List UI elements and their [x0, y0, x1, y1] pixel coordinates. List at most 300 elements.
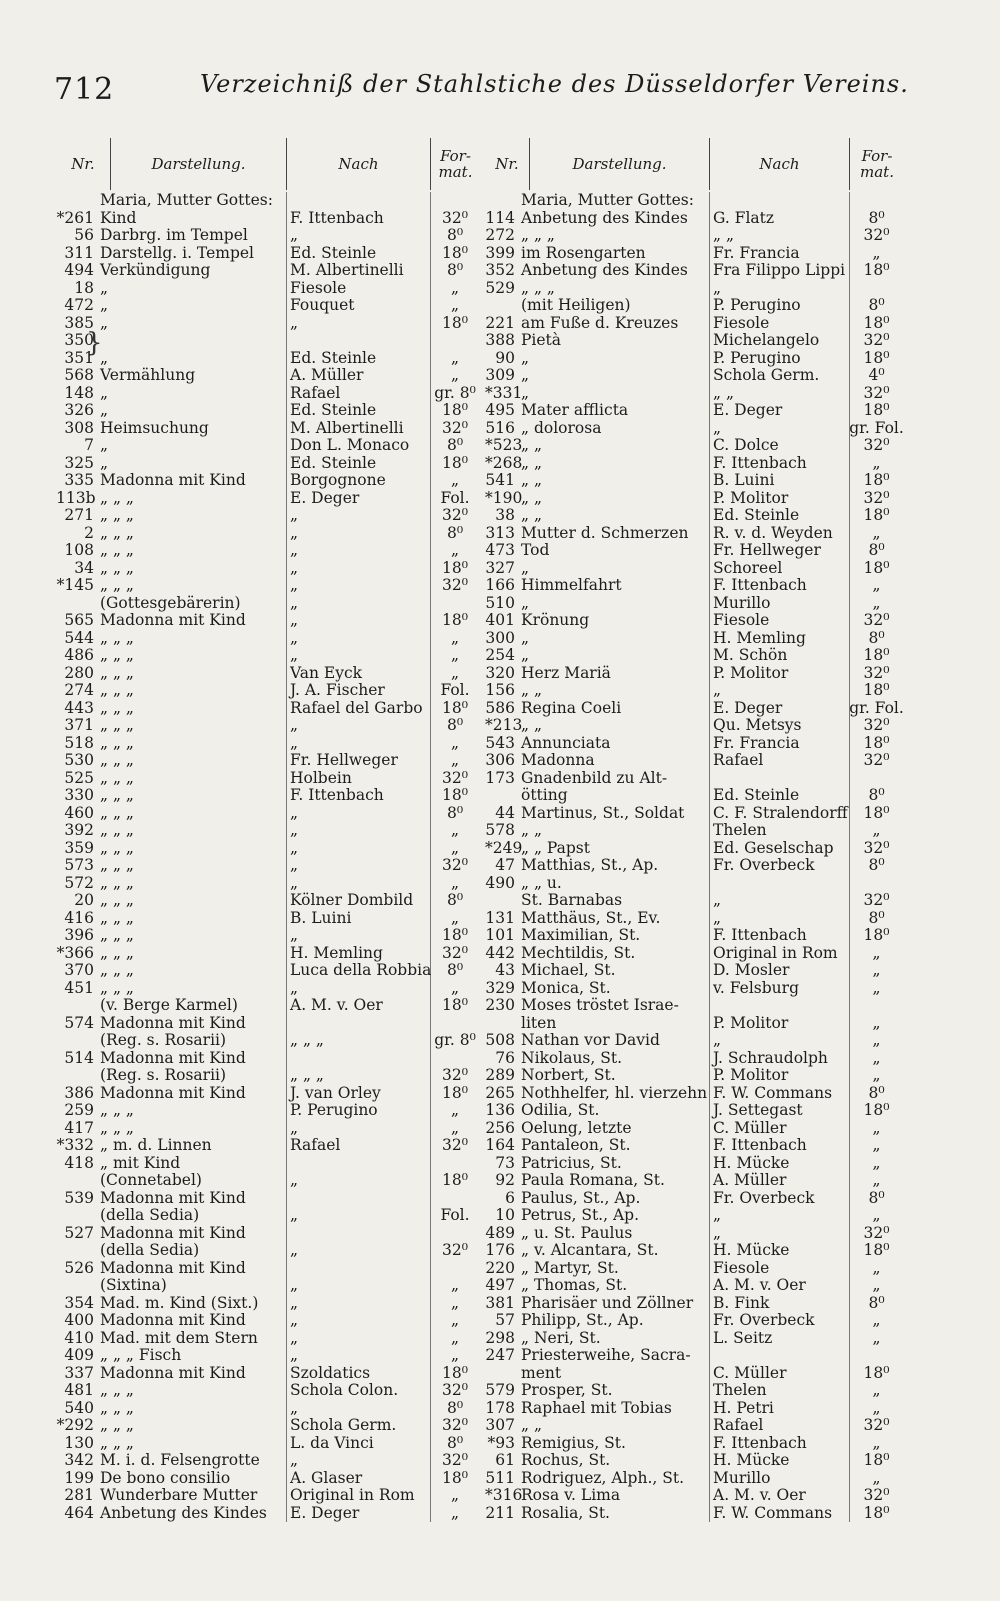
entry-subject: Anbetung des Kindes: [100, 1503, 267, 1522]
entry-format: „: [450, 1486, 460, 1504]
entry-format: 18⁰: [863, 558, 890, 577]
entry-artist: „: [290, 873, 299, 892]
entry-subject: Annunciata: [521, 733, 611, 752]
entry-subject: De bono consilio: [100, 1468, 231, 1487]
entry-nr: 401: [485, 611, 515, 629]
entry-artist: P. Molitor: [713, 488, 789, 507]
entry-nr: 199: [64, 1468, 94, 1487]
entry-subject: „ „: [521, 716, 542, 734]
entry-format: „: [450, 733, 460, 752]
entry-nr: 274: [64, 681, 94, 699]
entry-artist: F. W. Commans: [713, 1083, 833, 1102]
entry-artist: Borgognone: [290, 471, 386, 489]
entry-artist: „: [290, 541, 299, 559]
entry-format: „: [450, 1101, 460, 1119]
entry-subject: Raphael mit Tobias: [521, 1398, 672, 1417]
entry-subject: „ „ „: [100, 1398, 134, 1417]
entry-format: „: [872, 1066, 881, 1084]
entry-artist: Ed. Steinle: [713, 786, 800, 804]
entry-nr: 540: [64, 1398, 94, 1417]
entry-subject: Krönung: [521, 611, 590, 629]
entry-nr: 47: [495, 856, 515, 874]
entry-nr: 2: [84, 523, 94, 542]
entry-format: „: [872, 1048, 881, 1067]
entry-artist: Van Eyck: [290, 663, 363, 682]
entry-format: „: [450, 978, 460, 997]
entry-nr: 586: [485, 698, 515, 717]
entry-subject: am Fuße d. Kreuzes: [521, 313, 679, 332]
entry-nr: 265: [485, 1083, 515, 1102]
entry-artist: E. Deger: [290, 1503, 360, 1522]
entry-artist: M. Albertinelli: [290, 261, 404, 279]
entry-artist: Thelen: [713, 1381, 767, 1399]
entry-subject: „: [521, 366, 530, 384]
entry-subject: „ „ „: [100, 523, 134, 542]
entry-format: 8⁰: [868, 1083, 885, 1102]
entry-subject: „ „ „: [100, 716, 134, 734]
entry-nr: 20: [74, 891, 94, 909]
entry-nr: 494: [64, 261, 94, 279]
entry-nr: 326: [64, 401, 94, 419]
entry-subject: Wunderbare Mutter: [100, 1486, 258, 1504]
entry-nr: 178: [485, 1398, 515, 1417]
entry-nr: 497: [485, 1276, 515, 1294]
entry-artist: C. Müller: [713, 1118, 787, 1137]
entry-artist: Ed. Steinle: [290, 243, 377, 262]
entry-nr: 481: [64, 1381, 94, 1399]
entry-artist: E. Deger: [290, 488, 360, 507]
entry-subject: Vermählung: [100, 366, 196, 384]
entry-nr: 56: [74, 226, 94, 244]
entry-format: 18⁰: [442, 1083, 468, 1102]
entry-subject: Mad. mit dem Stern: [100, 1328, 258, 1347]
entry-artist: Ed. Steinle: [290, 401, 377, 419]
entry-nr: 473: [485, 541, 515, 559]
entry-format: 32⁰: [863, 751, 890, 769]
entry-artist: „: [290, 1171, 299, 1189]
entry-format: „: [872, 453, 881, 472]
entry-subject: Pantaleon, St.: [521, 1136, 631, 1154]
entry-format: 32⁰: [863, 1223, 890, 1242]
entry-format: gr. Fol.: [849, 698, 904, 717]
entry-subject: (Connetabel): [100, 1171, 202, 1189]
entry-subject: „ „ „: [100, 628, 134, 647]
entry-format: „: [872, 821, 881, 839]
entry-artist: A. Müller: [713, 1171, 787, 1189]
entry-subject: Petrus, St., Ap.: [521, 1206, 640, 1224]
entry-subject: „: [100, 453, 109, 472]
entry-nr: 247: [485, 1346, 515, 1364]
entry-subject: Madonna mit Kind: [100, 1013, 246, 1032]
entry-nr: 101: [485, 926, 515, 944]
entry-subject: Rosa v. Lima: [521, 1486, 621, 1504]
entry-artist: „: [290, 978, 299, 997]
entry-nr: 325: [64, 453, 94, 472]
entry-nr: 573: [64, 856, 94, 874]
entry-format: „: [872, 1153, 881, 1172]
entry-nr: 254: [485, 646, 515, 664]
entry-format: Fol.: [440, 681, 470, 699]
entry-subject: „ mit Kind: [100, 1153, 181, 1172]
entry-nr: 176: [485, 1241, 515, 1259]
entry-format: 32⁰: [442, 576, 468, 594]
entry-subject: „ „ „: [100, 803, 134, 822]
entry-artist: „: [290, 558, 299, 577]
entry-artist: A. M. v. Oer: [290, 996, 383, 1014]
entry-nr: 460: [64, 803, 94, 822]
entry-artist: Schola Germ.: [290, 1416, 397, 1434]
entry-format: 18⁰: [442, 926, 468, 944]
entry-nr: 211: [485, 1503, 515, 1522]
entry-artist: P. Perugino: [713, 348, 801, 367]
entry-subject: „ „ „: [100, 541, 134, 559]
entry-artist: „: [290, 226, 299, 244]
entry-subject: Kind: [100, 208, 137, 227]
entry-nr: 385: [64, 313, 94, 332]
entry-subject: „ „: [521, 471, 542, 489]
entry-subject: „ „ „: [100, 838, 134, 857]
entry-nr: 43: [495, 961, 515, 979]
entry-subject: Prosper, St.: [521, 1381, 613, 1399]
entry-subject: Madonna mit Kind: [100, 1223, 246, 1242]
entry-artist: L. da Vinci: [290, 1433, 374, 1452]
entry-subject: „: [521, 383, 530, 402]
entry-artist: Michelangelo: [713, 331, 820, 349]
entry-artist: „: [713, 1223, 722, 1242]
entry-format: „: [872, 1013, 881, 1032]
entry-format: „: [450, 1503, 460, 1522]
entry-subject: Pietà: [521, 331, 562, 349]
entry-subject: ment: [521, 1363, 562, 1382]
entry-artist: „: [290, 523, 299, 542]
entry-artist: Fr. Francia: [713, 733, 800, 752]
entry-format: 32⁰: [442, 856, 468, 874]
entry-subject: Anbetung des Kindes: [521, 261, 688, 279]
entry-nr: 156: [485, 681, 515, 699]
entry-nr: *249: [485, 838, 523, 857]
entry-nr: 148: [64, 383, 94, 402]
entry-nr: 330: [64, 786, 94, 804]
entry-subject: „ „ „: [100, 943, 134, 962]
entry-artist: Fouquet: [290, 296, 355, 314]
entry-subject: „ „ „: [100, 1416, 134, 1434]
entry-artist: „: [290, 1293, 299, 1312]
entry-subject: „: [100, 313, 109, 332]
header-format: For- mat.: [430, 138, 480, 190]
entry-format: „: [450, 1311, 460, 1329]
entry-subject: Odilia, St.: [521, 1101, 600, 1119]
entry-subject: „ „ „: [100, 1381, 134, 1399]
entry-nr: 173: [485, 768, 515, 787]
entry-subject: liten: [521, 1013, 557, 1032]
entry-subject: „ dolorosa: [521, 418, 602, 437]
entry-format: 32⁰: [442, 768, 468, 787]
entry-format: 18⁰: [863, 803, 890, 822]
entry-artist: H. Mücke: [713, 1241, 790, 1259]
entry-format: „: [872, 576, 881, 594]
entry-subject: „ Martyr, St.: [521, 1258, 619, 1277]
entry-nr: 281: [64, 1486, 94, 1504]
entry-subject: Madonna mit Kind: [100, 1311, 246, 1329]
entry-format: 18⁰: [442, 1468, 468, 1487]
entry-artist: E. Deger: [713, 401, 783, 419]
entry-format: „: [450, 646, 460, 664]
entry-format: „: [872, 1206, 881, 1224]
entry-nr: 416: [64, 908, 94, 927]
entry-artist: F. Ittenbach: [713, 926, 807, 944]
entry-subject: „ „ „: [521, 278, 555, 297]
entry-format: „: [450, 471, 460, 489]
entry-nr: 113b: [56, 488, 96, 507]
entry-artist: A. Müller: [290, 366, 364, 384]
entry-artist: Rafael del Garbo: [290, 698, 423, 717]
entry-format: 18⁰: [863, 401, 890, 419]
entry-artist: Luca della Robbia: [290, 961, 432, 979]
entry-subject: (mit Heiligen): [521, 296, 631, 314]
entry-artist: „: [290, 576, 299, 594]
entry-subject: (Sixtina): [100, 1276, 167, 1294]
entry-subject: „ „ „: [100, 646, 134, 664]
entry-nr: 61: [495, 1451, 515, 1469]
entry-subject: Philipp, St., Ap.: [521, 1311, 644, 1329]
entry-format: 18⁰: [863, 646, 890, 664]
entry-subject: „ „ „: [100, 926, 134, 944]
entry-artist: „ „ „: [290, 1031, 324, 1049]
entry-subject: „: [521, 593, 530, 612]
entry-subject: (Reg. s. Rosarii): [100, 1066, 227, 1084]
entry-artist: „: [290, 856, 299, 874]
entry-artist: „: [290, 821, 299, 839]
entry-nr: 514: [64, 1048, 94, 1067]
entry-format: 18⁰: [863, 261, 890, 279]
entry-subject: „ „ „: [521, 226, 555, 244]
entry-format: 8⁰: [868, 1188, 885, 1207]
entry-nr: 565: [64, 611, 94, 629]
entry-artist: R. v. d. Weyden: [713, 523, 833, 542]
entry-artist: „ „ „: [290, 1066, 324, 1084]
entry-subject: „ „ „: [100, 873, 134, 892]
entry-nr: 386: [64, 1083, 94, 1102]
entry-subject: Madonna mit Kind: [100, 1083, 246, 1102]
entry-nr: 486: [64, 646, 94, 664]
entry-artist: Don L. Monaco: [290, 436, 410, 454]
entry-nr: 259: [64, 1101, 94, 1119]
entry-subject: Rodriguez, Alph., St.: [521, 1468, 684, 1487]
entry-artist: „: [713, 418, 722, 437]
entry-subject: „ „ „: [100, 1433, 134, 1452]
entry-artist: Ed. Steinle: [713, 506, 800, 524]
entry-subject: Norbert, St.: [521, 1066, 616, 1084]
entry-nr: 530: [64, 751, 94, 769]
entry-nr: 516: [485, 418, 515, 437]
entry-format: 32⁰: [442, 943, 468, 962]
entry-format: 18⁰: [442, 453, 468, 472]
entry-nr: 508: [485, 1031, 515, 1049]
entry-subject: „: [521, 628, 530, 647]
entry-nr: *523: [485, 436, 523, 454]
entry-format: „: [450, 366, 460, 384]
entry-subject: Darbrg. im Tempel: [100, 226, 248, 244]
entry-artist: „: [290, 1206, 299, 1224]
entry-subject: „ „ „: [100, 821, 134, 839]
page-number: 712: [54, 72, 115, 107]
entry-format: „: [450, 628, 460, 647]
entry-subject: (della Sedia): [100, 1241, 200, 1259]
entry-artist: Fr. Francia: [713, 243, 800, 262]
entry-artist: „: [713, 1031, 722, 1049]
entry-format: gr. Fol.: [849, 418, 904, 437]
entry-nr: 543: [485, 733, 515, 752]
entry-format: 32⁰: [863, 436, 890, 454]
entry-subject: „: [100, 401, 109, 419]
entry-format: 32⁰: [863, 716, 890, 734]
entry-format: 32⁰: [863, 838, 890, 857]
entry-subject: „ „ „: [100, 558, 134, 577]
entry-format: „: [450, 348, 460, 367]
entry-nr: 289: [485, 1066, 515, 1084]
entry-format: 18⁰: [442, 1171, 468, 1189]
entry-nr: *190: [485, 488, 523, 507]
entry-artist: „: [290, 646, 299, 664]
entry-nr: *292: [56, 1416, 94, 1434]
entry-nr: 371: [64, 716, 94, 734]
entry-format: „: [872, 1258, 881, 1277]
entry-artist: F. Ittenbach: [713, 453, 807, 472]
entry-artist: B. Luini: [290, 908, 352, 927]
entry-nr: 7: [84, 436, 94, 454]
entry-artist: J. A. Fischer: [290, 681, 385, 699]
entry-subject: Madonna mit Kind: [100, 1258, 246, 1277]
page-title: Verzeichniß der Stahlstiche des Düsseldorfer Vereins.: [200, 70, 909, 98]
entry-format: „: [872, 243, 881, 262]
entry-format: „: [450, 663, 460, 682]
entry-format: 18⁰: [863, 471, 890, 489]
entry-artist: F. Ittenbach: [713, 1136, 807, 1154]
entry-subject: Regina Coeli: [521, 698, 622, 717]
entry-nr: 526: [64, 1258, 94, 1277]
entry-artist: L. Seitz: [713, 1328, 773, 1347]
entry-subject: „: [100, 296, 109, 314]
entry-nr: 381: [485, 1293, 515, 1312]
entry-artist: Fr. Overbeck: [713, 856, 815, 874]
entry-subject: „ „ „: [100, 1101, 134, 1119]
entry-artist: H. Petri: [713, 1398, 774, 1417]
entry-format: 32⁰: [863, 226, 890, 244]
entry-nr: 539: [64, 1188, 94, 1207]
entry-artist: „: [290, 1328, 299, 1347]
entry-nr: 418: [64, 1153, 94, 1172]
entry-nr: 256: [485, 1118, 515, 1137]
entry-subject: Anbetung des Kindes: [521, 208, 688, 227]
header-nach: Nach: [709, 138, 849, 190]
entry-subject: „ „ „: [100, 733, 134, 752]
entry-nr: 18: [74, 278, 94, 297]
entry-artist: Thelen: [713, 821, 767, 839]
entry-artist: F. Ittenbach: [713, 1433, 807, 1452]
entry-nr: 73: [495, 1153, 515, 1172]
entry-subject: Maria, Mutter Gottes:: [100, 191, 273, 209]
entry-nr: 114: [485, 208, 515, 227]
entry-format: 8⁰: [446, 891, 464, 909]
entry-artist: F. Ittenbach: [713, 576, 807, 594]
entry-nr: 220: [485, 1258, 515, 1277]
entry-format: 18⁰: [863, 1241, 890, 1259]
entry-nr: *268: [485, 453, 523, 472]
entry-subject: (della Sedia): [100, 1206, 200, 1224]
entry-format: „: [872, 1328, 881, 1347]
entry-subject: „ „ „: [100, 506, 134, 524]
entry-nr: 354: [64, 1293, 94, 1312]
entry-artist: Ed. Geselschap: [713, 838, 834, 857]
entry-nr: 166: [485, 576, 515, 594]
entry-format: „: [872, 978, 881, 997]
entry-subject: Nikolaus, St.: [521, 1048, 623, 1067]
entry-nr: 76: [495, 1048, 515, 1067]
entry-artist: J. Schraudolph: [713, 1048, 828, 1067]
entry-nr: *331: [485, 383, 523, 402]
entry-nr: 443: [64, 698, 94, 717]
entry-artist: J. Settegast: [713, 1101, 803, 1119]
entry-subject: „ „ „: [100, 488, 134, 507]
entry-artist: „: [713, 908, 722, 927]
entry-artist: H. Mücke: [713, 1153, 790, 1172]
entry-subject: St. Barnabas: [521, 891, 623, 909]
entry-subject: „: [100, 436, 109, 454]
entry-artist: E. Deger: [713, 698, 783, 717]
entry-format: 18⁰: [863, 733, 890, 752]
entry-subject: Tod: [521, 541, 550, 559]
header-nr: Nr.: [71, 155, 95, 173]
entry-artist: P. Molitor: [713, 1013, 789, 1032]
entry-format: 8⁰: [868, 628, 885, 647]
entry-artist: „: [713, 891, 722, 909]
entry-artist: A. M. v. Oer: [713, 1486, 806, 1504]
entry-format: „: [450, 751, 460, 769]
entry-nr: 271: [64, 506, 94, 524]
entry-nr: 108: [64, 541, 94, 559]
entry-format: 18⁰: [442, 996, 468, 1014]
entry-artist: Schola Colon.: [290, 1381, 399, 1399]
entry-subject: „ „ „: [100, 978, 134, 997]
entry-subject: „ „: [521, 488, 542, 507]
entry-subject: „ „ „: [100, 961, 134, 979]
entry-subject: „ Neri, St.: [521, 1328, 601, 1347]
entry-format: 18⁰: [863, 506, 890, 524]
entry-subject: „ „ „ Fisch: [100, 1346, 182, 1364]
entry-nr: 136: [485, 1101, 515, 1119]
entry-format: „: [450, 278, 460, 297]
entry-artist: B. Luini: [713, 471, 775, 489]
entry-format: „: [872, 1276, 881, 1294]
entry-artist: Fiesole: [713, 313, 770, 332]
entry-artist: D. Mosler: [713, 961, 790, 979]
entry-artist: „: [290, 506, 299, 524]
entry-subject: „ „ „: [100, 681, 134, 699]
entry-subject: (v. Berge Karmel): [100, 996, 238, 1014]
entry-format: „: [450, 1346, 460, 1364]
entry-format: „: [872, 1118, 881, 1137]
entry-format: 18⁰: [863, 1451, 890, 1469]
entry-artist: H. Memling: [290, 943, 383, 962]
entry-format: „: [872, 1031, 881, 1049]
entry-format: 32⁰: [863, 611, 890, 629]
entry-nr: 230: [485, 996, 515, 1014]
entry-format: „: [872, 1468, 881, 1487]
entry-subject: Mad. m. Kind (Sixt.): [100, 1293, 259, 1312]
entry-artist: v. Felsburg: [713, 978, 799, 997]
entry-format: gr. 8⁰: [434, 1031, 476, 1049]
entry-format: 18⁰: [442, 401, 468, 419]
